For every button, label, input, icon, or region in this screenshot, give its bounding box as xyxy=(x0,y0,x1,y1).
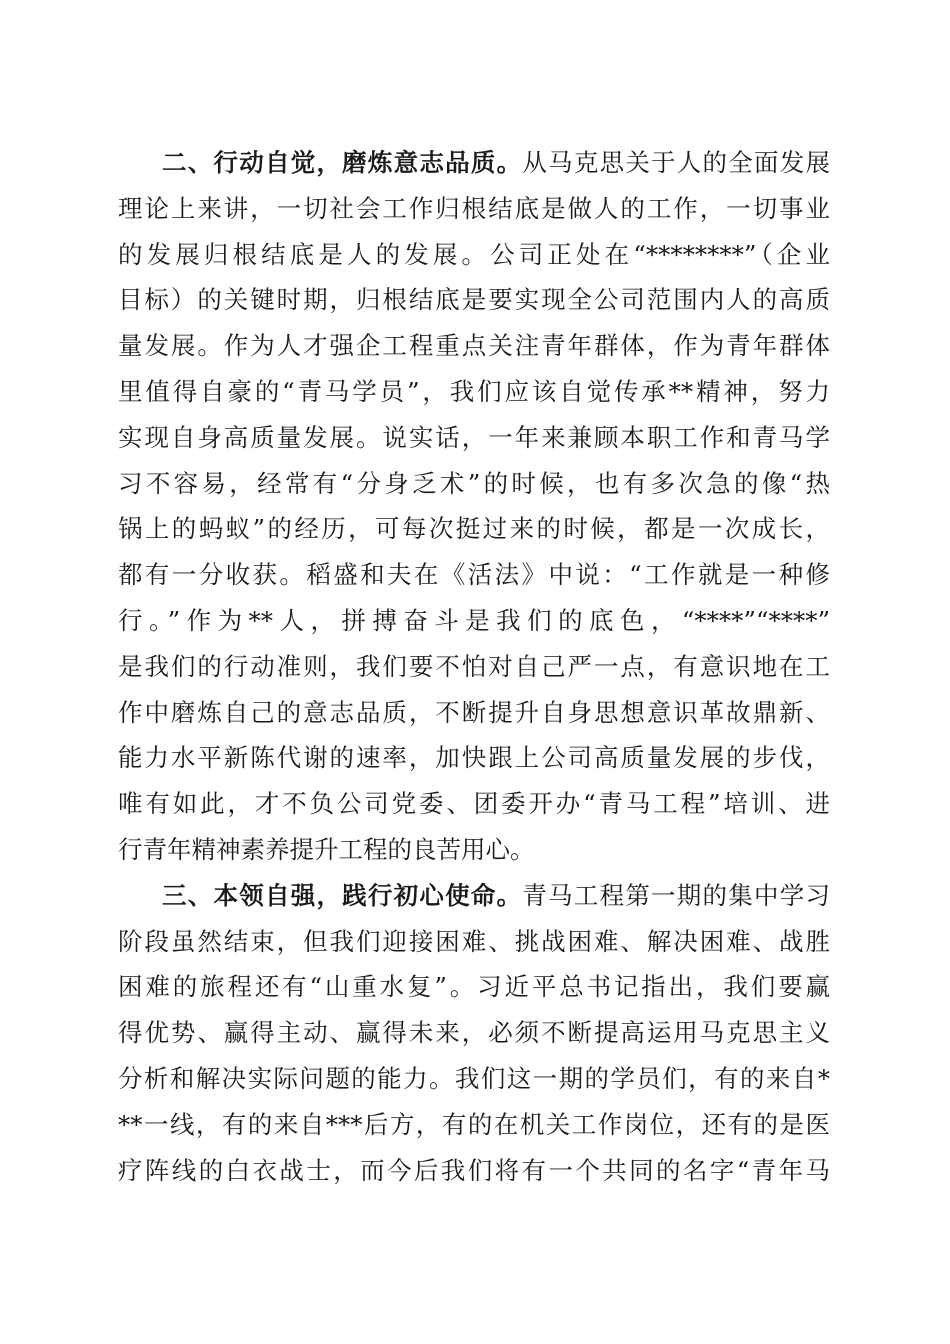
paragraph-line: 的发展归根结底是人的发展。公司正处在“********”（企业 xyxy=(118,239,830,269)
paragraph-text: 青马工程第一期的集中学习 xyxy=(522,880,830,910)
paragraph-line: **一线，有的来自***后方，有的在机关工作岗位，还有的是医 xyxy=(118,1109,830,1139)
paragraph-line: 困难的旅程还有“山重水复”。习近平总书记指出，我们要赢 xyxy=(118,972,830,1002)
section-heading: 二、行动自觉，磨炼意志品质。 xyxy=(162,148,523,177)
paragraph-line: 是我们的行动准则，我们要不怕对自己严一点，有意识地在工 xyxy=(118,651,830,681)
paragraph-line: 目标）的关键时期，归根结底是要实现全公司范围内人的高质 xyxy=(118,285,830,315)
paragraph-line: 行。”作为**人，拼搏奋斗是我们的底色，“****”“****” xyxy=(118,605,830,635)
paragraph-line: 实现自身高质量发展。说实话，一年来兼顾本职工作和青马学 xyxy=(118,422,830,452)
paragraph-line: 锅上的蚂蚁”的经历，可每次挺过来的时候，都是一次成长， xyxy=(118,514,830,544)
paragraph-line: 行青年精神素养提升工程的良苦用心。 xyxy=(118,834,535,864)
paragraph-line: 阶段虽然结束，但我们迎接困难、挑战困难、解决困难、战胜 xyxy=(118,926,830,956)
paragraph-line: 分析和解决实际问题的能力。我们这一期的学员们，有的来自* xyxy=(118,1063,830,1093)
paragraph-line: 里值得自豪的“青马学员”，我们应该自觉传承**精神，努力 xyxy=(118,376,830,406)
paragraph-line xyxy=(118,873,830,919)
paragraph-line: 能力水平新陈代谢的速率，加快跟上公司高质量发展的步伐， xyxy=(118,743,830,773)
paragraph-line: 得优势、赢得主动、赢得未来，必须不断提高运用马克思主义 xyxy=(118,1018,830,1048)
section-heading: 三、本领自强，践行初心使命。 xyxy=(162,880,523,910)
paragraph-line: 疗阵线的白衣战士，而今后我们将有一个共同的名字“青年马 xyxy=(118,1155,830,1185)
paragraph-line: 习不容易，经常有“分身乏术”的时候，也有多次急的像“热 xyxy=(118,468,830,498)
paragraph-line: 唯有如此，才不负公司党委、团委开办“青马工程”培训、进 xyxy=(118,789,830,819)
paragraph-line: 都有一分收获。稻盛和夫在《活法》中说：“工作就是一种修 xyxy=(118,560,830,590)
paragraph-line xyxy=(118,140,830,186)
paragraph-text: 从马克思关于人的全面发展 xyxy=(522,148,830,177)
document-body xyxy=(118,140,830,1193)
paragraph-line: 量发展。作为人才强企工程重点关注青年群体，作为青年群体 xyxy=(118,331,830,361)
paragraph-line: 作中磨炼自己的意志品质，不断提升自身思想意识革故鼎新、 xyxy=(118,697,830,727)
paragraph-line: 理论上来讲，一切社会工作归根结底是做人的工作，一切事业 xyxy=(118,193,830,223)
